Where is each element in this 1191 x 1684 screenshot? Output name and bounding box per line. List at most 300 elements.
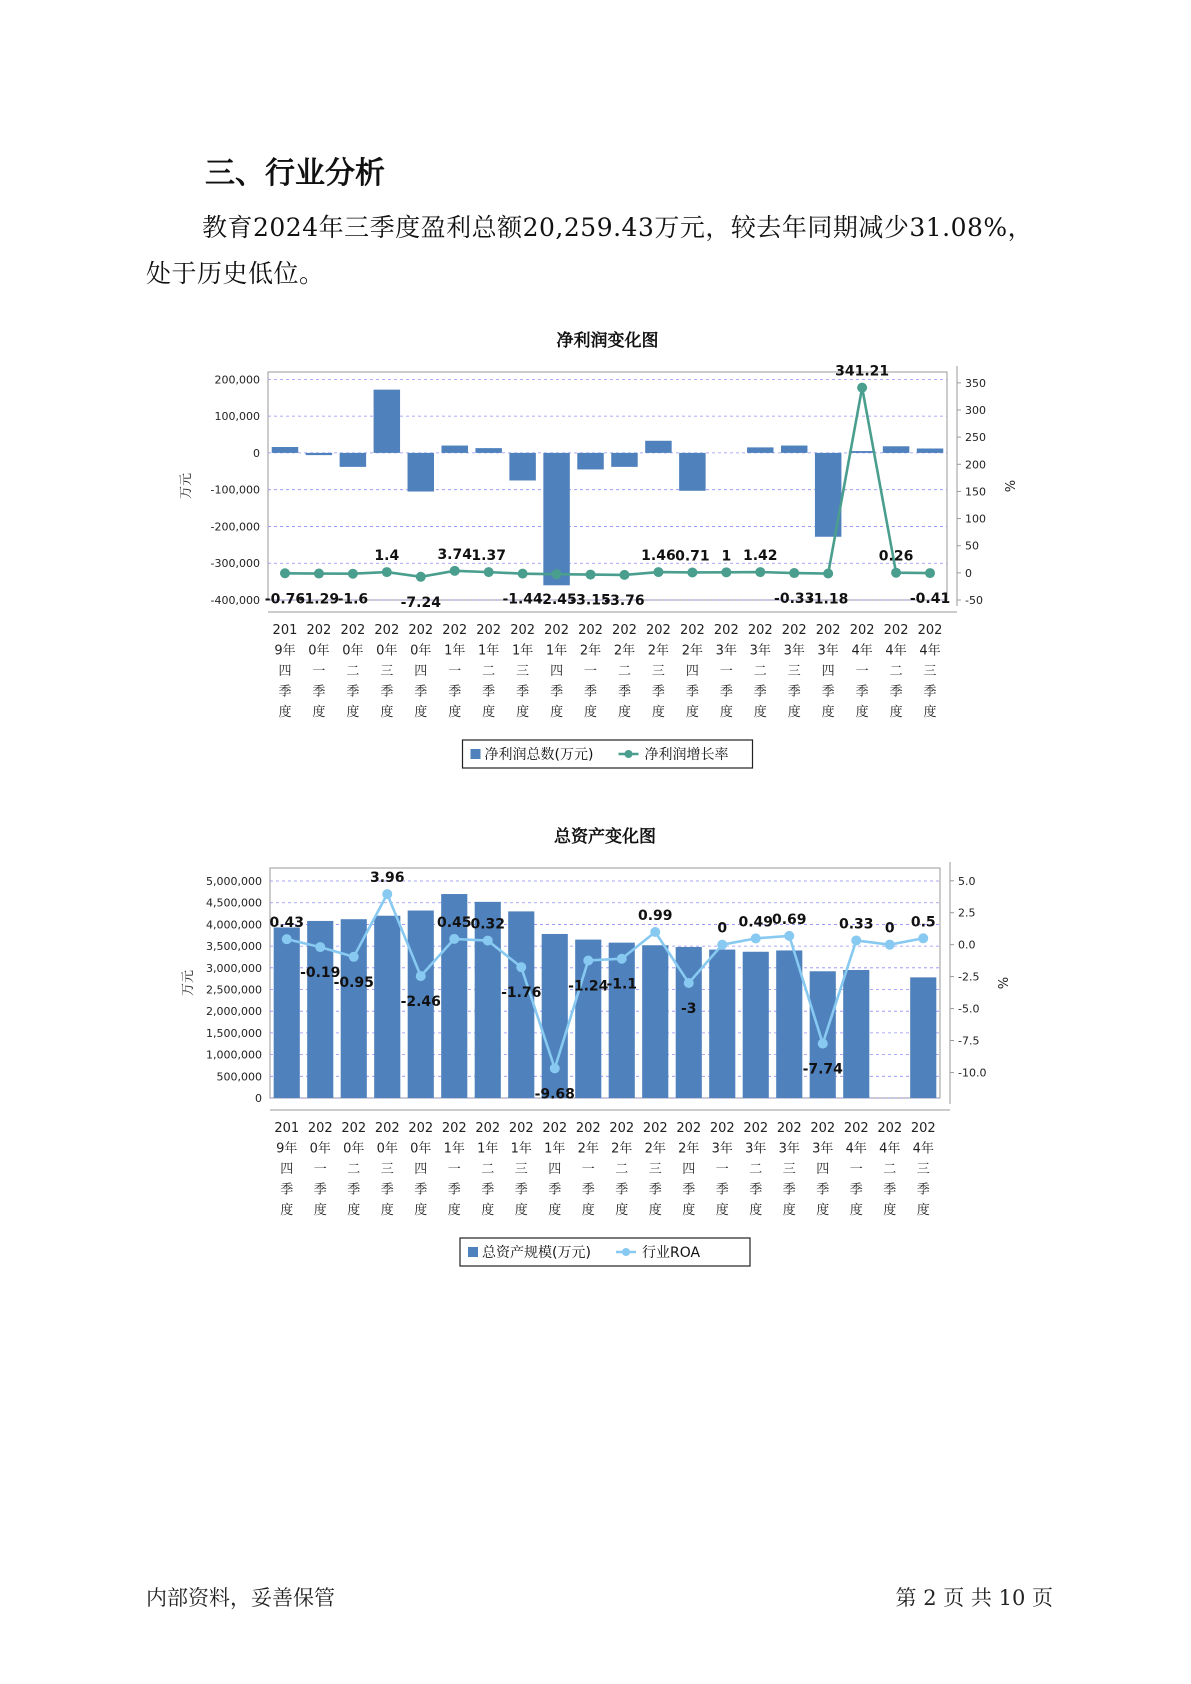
line-point (583, 956, 593, 966)
data-label: -3.76 (604, 592, 645, 609)
x-tick-label: 度 (648, 1203, 662, 1218)
x-tick-label: 4年 (845, 1141, 867, 1157)
data-label: 0.69 (771, 911, 807, 928)
y-axis-title: 万元 (181, 969, 196, 997)
x-tick-label: 三 (651, 664, 665, 679)
x-tick-label: 0年 (342, 643, 364, 659)
x-tick-label: 二 (346, 664, 360, 679)
data-bar (910, 977, 936, 1098)
data-label: -3.15 (570, 592, 611, 609)
x-tick-label: 四 (821, 664, 835, 679)
x-tick-label: 季 (312, 684, 326, 700)
x-tick-label: 季 (278, 684, 292, 700)
x-tick-label: 202 (843, 1121, 869, 1136)
x-tick-label: 202 (510, 623, 536, 638)
data-label: -2.46 (400, 994, 441, 1011)
x-tick-label: 3年 (745, 1141, 767, 1157)
section-paragraph: 教育2024年三季度盈利总额20,259.43万元，较去年同期减少31.08%，处于历史低位。 (146, 213, 1034, 288)
y2-tick-label: -50 (965, 594, 983, 607)
x-tick-label: 一 (855, 664, 869, 679)
x-tick-label: 1年 (544, 1141, 566, 1157)
x-tick-label: 0年 (410, 643, 432, 659)
x-tick-label: 202 (341, 1121, 367, 1136)
x-tick-label: 202 (676, 1121, 702, 1136)
y2-axis-title: % (1001, 479, 1016, 493)
x-tick-label: 3年 (817, 643, 839, 659)
x-tick-label: 3年 (783, 643, 805, 659)
line-point (684, 978, 694, 988)
x-tick-label: 度 (380, 705, 394, 720)
data-bar (743, 952, 769, 1098)
x-tick-label: 3年 (749, 643, 771, 659)
y-axis-title: 万元 (179, 472, 194, 500)
x-tick-label: 四 (414, 664, 428, 679)
x-tick-label: 1年 (545, 643, 568, 659)
x-tick-label: 季 (615, 1182, 629, 1198)
y-tick-label: 500,000 (216, 1070, 262, 1084)
x-tick-label: 度 (481, 1203, 495, 1218)
x-tick-label: 二 (482, 664, 496, 679)
x-tick-label: 季 (347, 1182, 361, 1198)
data-label: -1.1 (606, 976, 638, 993)
line-point (382, 889, 392, 899)
x-tick-label: 201 (274, 1121, 300, 1136)
line-point (315, 942, 325, 952)
data-bar (776, 950, 802, 1098)
x-tick-label: 202 (709, 1121, 735, 1136)
data-label: 3.74 (437, 546, 472, 563)
x-tick-label: 二 (615, 1162, 629, 1177)
data-bar (642, 945, 668, 1098)
y2-tick-label: 50 (965, 539, 979, 553)
data-label: 1.46 (641, 548, 676, 565)
y2-tick-label: -10.0 (958, 1066, 987, 1080)
x-tick-label: 度 (889, 705, 903, 720)
x-tick-label: 202 (679, 623, 705, 638)
y2-tick-label: -2.5 (958, 970, 980, 984)
x-tick-label: 度 (782, 1203, 796, 1218)
data-bar (542, 934, 568, 1098)
line-point (918, 933, 928, 943)
x-tick-label: 202 (609, 1121, 635, 1136)
data-label: -3 (680, 1001, 697, 1017)
x-tick-label: 一 (849, 1162, 863, 1177)
x-tick-label: 季 (380, 1182, 394, 1198)
x-tick-label: 202 (476, 623, 502, 638)
y2-tick-label: 250 (965, 431, 986, 445)
data-label: 0.33 (838, 916, 874, 933)
x-tick-label: 9年 (274, 643, 296, 659)
footer-confidential: 内部资料，妥善保管 (146, 1586, 335, 1610)
x-tick-label: 度 (346, 705, 360, 720)
x-tick-label: 度 (550, 705, 564, 720)
x-tick-label: 季 (514, 1182, 528, 1198)
x-tick-label: 202 (374, 1121, 400, 1136)
x-tick-label: 度 (414, 1203, 428, 1218)
x-tick-label: 季 (482, 684, 496, 700)
x-tick-label: 季 (685, 684, 699, 700)
x-tick-label: 三 (787, 664, 801, 679)
x-tick-label: 度 (548, 1203, 562, 1218)
data-bar (508, 911, 534, 1098)
x-tick-label: 202 (743, 1121, 769, 1136)
footer-page-number: 第 2 页 共 10 页 (895, 1586, 1053, 1610)
x-tick-label: 季 (648, 1182, 662, 1198)
data-label: -1.24 (568, 978, 609, 995)
x-tick-label: 2年 (613, 643, 636, 659)
x-tick-label: 度 (615, 1203, 629, 1218)
y-tick-label: -100,000 (210, 483, 260, 497)
x-tick-label: 二 (749, 1162, 763, 1177)
line-point (550, 1063, 560, 1073)
x-tick-label: 3年 (715, 643, 737, 659)
x-tick-label: 0年 (376, 1141, 398, 1157)
x-tick-label: 度 (883, 1203, 897, 1218)
x-tick-label: 季 (481, 1182, 495, 1198)
x-tick-label: 二 (883, 1162, 897, 1177)
x-tick-label: 度 (719, 705, 733, 720)
x-tick-label: 1年 (511, 643, 534, 659)
x-tick-label: 度 (581, 1203, 595, 1218)
x-tick-label: 度 (278, 705, 292, 720)
legend-line-label: 净利润增长率 (644, 747, 729, 763)
x-tick-label: 度 (715, 1203, 729, 1218)
x-tick-label: 度 (448, 705, 462, 720)
x-tick-label: 1年 (478, 643, 500, 659)
x-tick-label: 度 (482, 705, 496, 720)
x-tick-label: 202 (917, 623, 943, 638)
data-label: 0.45 (436, 914, 472, 931)
x-tick-label: 202 (810, 1121, 836, 1136)
x-tick-label: 202 (578, 623, 603, 638)
line-point (885, 940, 895, 950)
y2-tick-label: 100 (965, 512, 986, 526)
y-tick-label: 100,000 (214, 410, 260, 424)
x-tick-label: 季 (849, 1182, 863, 1198)
x-tick-label: 季 (923, 684, 937, 700)
x-tick-label: 2年 (611, 1141, 633, 1157)
x-tick-label: 三 (916, 1162, 930, 1177)
x-tick-label: 度 (682, 1203, 696, 1218)
x-tick-label: 度 (849, 1203, 863, 1218)
x-tick-label: 季 (753, 684, 767, 700)
x-tick-label: 季 (280, 1182, 294, 1198)
y-tick-label: 3,500,000 (206, 940, 262, 954)
y2-tick-label: 5.0 (958, 874, 976, 888)
x-tick-label: 季 (550, 684, 564, 700)
x-tick-label: 季 (782, 1182, 796, 1198)
legend-line-label: 行业ROA (642, 1245, 701, 1261)
x-tick-label: 度 (584, 705, 598, 720)
x-tick-label: 季 (346, 684, 360, 700)
x-tick-label: 三 (648, 1162, 662, 1177)
x-tick-label: 四 (280, 1162, 294, 1177)
x-tick-label: 季 (581, 1182, 595, 1198)
y-tick-label: 0 (255, 1092, 262, 1105)
line-point (349, 952, 359, 962)
y2-tick-label: -7.5 (958, 1034, 980, 1048)
x-tick-label: 202 (442, 623, 468, 638)
line-point (751, 933, 761, 943)
y-tick-label: 2,500,000 (206, 983, 262, 997)
data-label: 0.71 (675, 548, 710, 565)
y2-axis-title: % (994, 976, 1009, 990)
x-tick-label: 202 (575, 1121, 601, 1136)
x-tick-label: 度 (816, 1203, 830, 1218)
x-tick-label: 度 (821, 705, 835, 720)
x-tick-label: 3年 (711, 1141, 733, 1157)
y-tick-label: -200,000 (210, 520, 260, 534)
x-tick-label: 一 (715, 1162, 729, 1177)
x-tick-label: 202 (340, 623, 366, 638)
x-tick-label: 4年 (919, 643, 941, 659)
y2-tick-label: 0.0 (958, 938, 976, 952)
x-tick-label: 202 (612, 623, 637, 638)
x-tick-label: 季 (651, 684, 665, 700)
x-tick-label: 0年 (343, 1141, 365, 1157)
x-tick-label: 四 (550, 664, 564, 679)
data-bar (609, 943, 635, 1098)
x-tick-label: 二 (617, 664, 631, 679)
x-tick-label: 202 (408, 1121, 434, 1136)
x-tick-label: 2年 (579, 643, 602, 659)
y-tick-label: 4,000,000 (206, 918, 262, 932)
x-tick-label: 3年 (812, 1141, 834, 1157)
data-label: -7.74 (802, 1061, 843, 1078)
y2-tick-label: -5.0 (958, 1002, 980, 1016)
data-label: -7.24 (400, 594, 441, 611)
x-tick-label: 季 (883, 1182, 897, 1198)
data-label: -1.44 (502, 591, 543, 608)
data-label: 1 (721, 548, 732, 565)
chart-title: 总资产变化图 (554, 827, 656, 847)
x-tick-label: 度 (312, 705, 326, 720)
y2-tick-label: 2.5 (958, 906, 976, 920)
x-tick-label: 202 (408, 623, 434, 638)
x-tick-label: 一 (312, 664, 326, 679)
x-tick-label: 度 (855, 705, 869, 720)
chart-title: 净利润变化图 (556, 331, 659, 351)
data-label: 0.49 (738, 914, 774, 931)
line-point (851, 935, 861, 945)
x-tick-label: 三 (516, 664, 530, 679)
x-tick-label: 4年 (885, 643, 907, 659)
x-tick-label: 度 (380, 1203, 394, 1218)
data-label: -0.95 (333, 974, 374, 991)
x-tick-label: 4年 (851, 643, 873, 659)
x-tick-label: 202 (374, 623, 400, 638)
data-label: -0.19 (300, 965, 341, 982)
x-tick-label: 季 (889, 684, 903, 700)
y-tick-label: 1,000,000 (206, 1048, 262, 1062)
x-tick-label: 0年 (376, 643, 398, 659)
x-tick-label: 202 (747, 623, 773, 638)
data-bar (374, 916, 400, 1098)
legend-bar-label: 净利润总数(万元) (484, 747, 594, 763)
x-tick-label: 四 (548, 1162, 562, 1177)
data-label: 1.37 (471, 548, 506, 565)
x-tick-label: 三 (380, 664, 394, 679)
x-tick-label: 季 (916, 1182, 930, 1198)
x-tick-label: 季 (313, 1182, 327, 1198)
x-tick-label: 202 (307, 1121, 333, 1136)
line-point (784, 931, 794, 941)
x-tick-label: 四 (685, 664, 699, 679)
data-label: 1.42 (743, 548, 778, 565)
x-tick-label: 度 (787, 705, 801, 720)
x-tick-label: 季 (719, 684, 733, 700)
data-label: 0.32 (470, 916, 506, 933)
x-tick-label: 一 (447, 1162, 461, 1177)
x-tick-label: 季 (516, 684, 530, 700)
x-tick-label: 0年 (309, 1141, 331, 1157)
x-tick-label: 二 (753, 664, 767, 679)
data-label: -0.76 (264, 591, 306, 608)
x-tick-label: 202 (475, 1121, 501, 1136)
x-tick-label: 202 (713, 623, 739, 638)
x-tick-label: 9年 (276, 1141, 298, 1157)
data-label: 0.26 (878, 548, 914, 565)
x-tick-label: 季 (682, 1182, 696, 1198)
line-point (516, 962, 526, 972)
line-point (650, 927, 660, 937)
x-tick-label: 度 (347, 1203, 361, 1218)
data-label: 0.43 (269, 915, 305, 932)
x-tick-label: 4年 (879, 1141, 901, 1157)
y-tick-label: 200,000 (214, 373, 260, 387)
line-point (416, 971, 426, 981)
x-tick-label: 三 (380, 1162, 394, 1177)
x-tick-label: 202 (441, 1121, 467, 1136)
x-tick-label: 202 (508, 1121, 534, 1136)
x-tick-label: 四 (682, 1162, 696, 1177)
x-tick-label: 202 (646, 623, 671, 638)
legend-bar-swatch (468, 1247, 478, 1257)
x-tick-label: 度 (514, 1203, 528, 1218)
data-label: -2.45 (536, 592, 577, 609)
y-tick-label: -300,000 (210, 557, 260, 571)
x-tick-label: 1年 (443, 1141, 465, 1157)
x-tick-label: 季 (414, 684, 428, 700)
x-tick-label: 度 (447, 1203, 461, 1218)
y-tick-label: -400,000 (210, 594, 260, 607)
x-tick-label: 0年 (410, 1141, 432, 1157)
x-tick-label: 一 (448, 664, 462, 679)
x-tick-label: 二 (347, 1162, 361, 1177)
x-tick-label: 季 (787, 684, 801, 700)
y-tick-label: 5,000,000 (206, 875, 262, 889)
data-label: -1.6 (337, 591, 369, 608)
line-point (449, 934, 459, 944)
line-point (717, 940, 727, 950)
x-tick-label: 度 (313, 1203, 327, 1218)
x-tick-label: 四 (816, 1162, 830, 1177)
x-tick-label: 202 (781, 623, 807, 638)
y2-tick-label: 150 (965, 485, 986, 499)
x-tick-label: 三 (923, 664, 937, 679)
x-tick-label: 季 (821, 684, 835, 700)
data-label: 0.99 (637, 908, 673, 925)
x-tick-label: 度 (617, 705, 631, 720)
x-tick-label: 0年 (308, 643, 330, 659)
x-tick-label: 四 (414, 1162, 428, 1177)
y2-tick-label: 350 (965, 376, 986, 390)
x-tick-label: 度 (749, 1203, 763, 1218)
data-label: -0.41 (909, 591, 951, 608)
legend-bar-label: 总资产规模(万元) (482, 1245, 591, 1261)
x-tick-label: 度 (685, 705, 699, 720)
x-tick-label: 一 (719, 664, 733, 679)
y-tick-label: 2,000,000 (206, 1005, 262, 1019)
x-tick-label: 202 (642, 1121, 668, 1136)
x-tick-label: 季 (715, 1182, 729, 1198)
section-heading: 三、行业分析 (205, 156, 385, 191)
data-label: 0 (884, 920, 895, 937)
x-tick-label: 202 (542, 1121, 568, 1136)
y-tick-label: 1,500,000 (206, 1026, 262, 1040)
data-bar (709, 950, 735, 1098)
x-tick-label: 三 (514, 1162, 528, 1177)
y-tick-label: 3,000,000 (206, 961, 262, 975)
x-tick-label: 季 (816, 1182, 830, 1198)
data-bar (843, 970, 869, 1098)
data-label: 1.4 (374, 548, 400, 565)
x-tick-label: 201 (272, 623, 298, 638)
x-tick-label: 二 (481, 1162, 495, 1177)
x-tick-label: 四 (278, 664, 292, 679)
data-label: 341.21 (835, 363, 890, 380)
x-tick-label: 202 (883, 623, 909, 638)
x-tick-label: 二 (889, 664, 903, 679)
x-tick-label: 度 (280, 1203, 294, 1218)
x-tick-label: 度 (516, 705, 530, 720)
x-tick-label: 三 (782, 1162, 796, 1177)
x-tick-label: 2年 (577, 1141, 599, 1157)
x-tick-label: 4年 (912, 1141, 934, 1157)
x-tick-label: 度 (414, 705, 428, 720)
data-bar (274, 927, 300, 1098)
data-bar (341, 919, 367, 1098)
data-label: 0 (717, 920, 728, 937)
x-tick-label: 202 (544, 623, 569, 638)
x-tick-label: 2年 (681, 643, 704, 659)
x-tick-label: 202 (877, 1121, 903, 1136)
x-tick-label: 202 (306, 623, 332, 638)
x-tick-label: 202 (815, 623, 841, 638)
x-tick-label: 季 (447, 1182, 461, 1198)
x-tick-label: 季 (617, 684, 631, 700)
data-label: -1.29 (298, 591, 340, 608)
x-tick-label: 1年 (444, 643, 466, 659)
x-tick-label: 202 (910, 1121, 936, 1136)
y2-tick-label: 0 (965, 566, 972, 580)
x-tick-label: 202 (776, 1121, 802, 1136)
data-bar (810, 971, 836, 1098)
x-tick-label: 季 (448, 684, 462, 700)
line-point (282, 934, 292, 944)
x-tick-label: 一 (581, 1162, 595, 1177)
x-tick-label: 2年 (678, 1141, 700, 1157)
x-tick-label: 一 (313, 1162, 327, 1177)
y-tick-label: 0 (253, 446, 260, 460)
data-label: 0.5 (910, 914, 936, 931)
x-tick-label: 季 (548, 1182, 562, 1198)
x-tick-label: 1年 (510, 1141, 532, 1157)
x-tick-label: 度 (753, 705, 767, 720)
x-tick-label: 度 (916, 1203, 930, 1218)
x-tick-label: 季 (414, 1182, 428, 1198)
x-tick-label: 季 (855, 684, 869, 700)
